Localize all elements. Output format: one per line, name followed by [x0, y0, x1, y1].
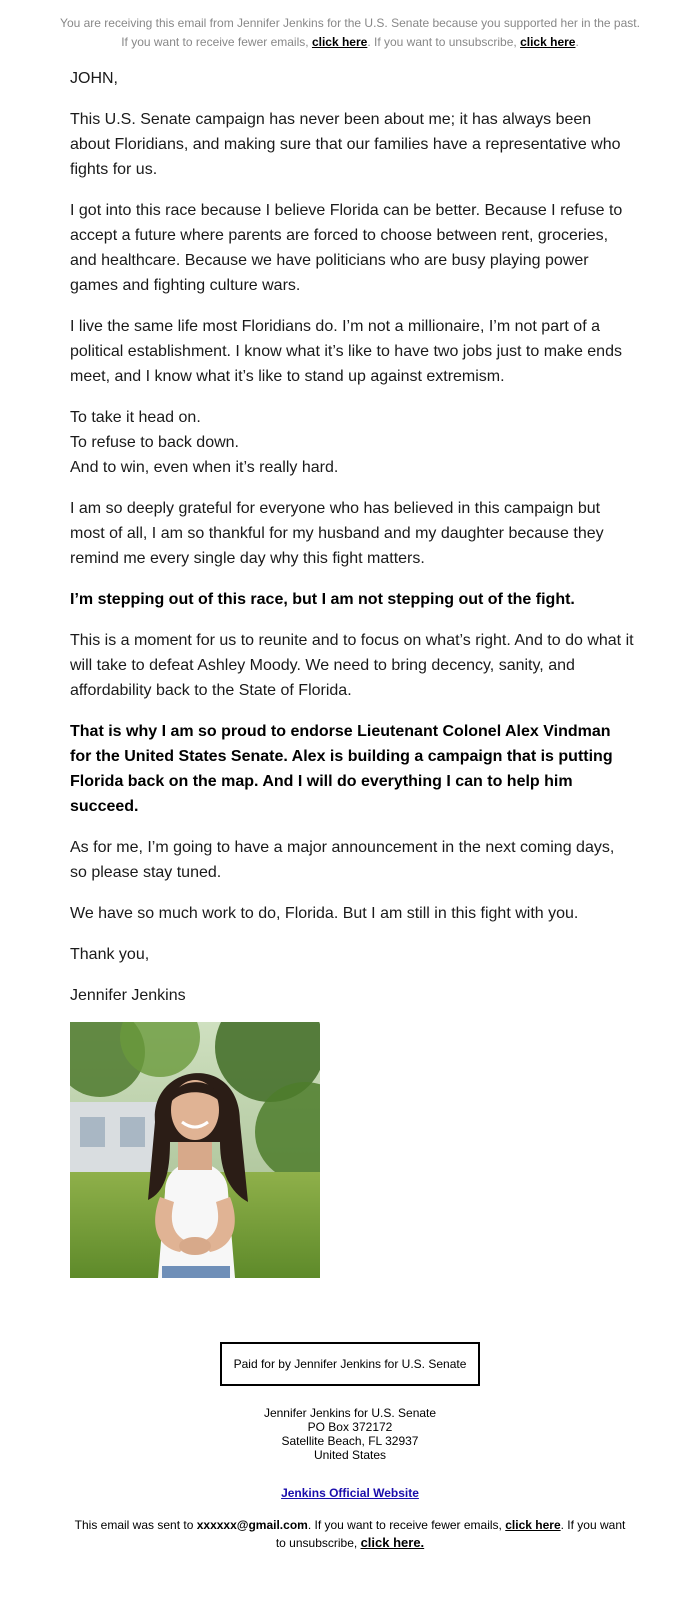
candidate-photo [70, 1022, 320, 1278]
address-line-2: PO Box 372172 [307, 1420, 393, 1434]
paragraph-announcement: As for me, I’m going to have a major announcement in the next coming days, so please stay tuned. [70, 839, 615, 881]
sent-to-notice [70, 1516, 630, 1552]
paragraph-moment: This is a moment for us to reunite and to focus on what’s right. And to do what it will take to defeat Ashley Moody. We need to bring decency, sanity, and affordability back to the State of Florida. [70, 632, 634, 699]
sent-unsubscribe-text: . If you want to unsubscribe, [275, 1518, 626, 1550]
preheader-line-1: You are receiving this email from Jennifer Jenkins for the U.S. Senate because you supported her in the past. [60, 16, 640, 30]
recipient-email: xxxxxx@gmail.com [196, 1518, 308, 1532]
preheader-fewer-text: If you want to receive fewer emails, [121, 35, 309, 49]
preheader-period: . [575, 35, 579, 49]
paragraph-campaign: This U.S. Senate campaign has never been about me; it has always been about Floridians, and making sure that our families have a representative who fights for us. [70, 111, 621, 178]
paragraph-stepping-out: I’m stepping out of this race, but I am not stepping out of the fight. [70, 591, 575, 608]
official-website-link[interactable]: Jenkins Official Website [281, 1486, 419, 1500]
paid-for-box: Paid for by Jennifer Jenkins for U.S. Senate [220, 1342, 481, 1386]
preheader-fewer-emails-link[interactable]: click here [311, 35, 368, 49]
footer-unsubscribe-link[interactable]: click here. [360, 1535, 425, 1550]
paragraph-grateful: I am so deeply grateful for everyone who has believed in this campaign but most of all, I am so thankful for my husband and my daughter because they remind me every single day why this fight matters. [70, 500, 604, 567]
mailing-address [0, 1406, 700, 1462]
resolve-line-2: To refuse to back down. [70, 434, 239, 451]
preheader [0, 0, 700, 52]
signature: Jennifer Jenkins [70, 987, 186, 1004]
greeting: JOHN, [70, 70, 118, 87]
footer-fewer-emails-link[interactable]: click here [505, 1518, 561, 1532]
resolve-line-1: To take it head on. [70, 409, 201, 426]
closing: Thank you, [70, 946, 150, 963]
address-line-1: Jennifer Jenkins for U.S. Senate [263, 1406, 437, 1420]
preheader-unsubscribe-link[interactable]: click here [520, 35, 576, 49]
paragraph-endorsement: That is why I am so proud to endorse Lieutenant Colonel Alex Vindman for the United States Senate. Alex is building a campaign that is putting Florida back on the map. And I will do everything I can to help him succeed. [70, 723, 613, 815]
website-row [0, 1486, 700, 1500]
address-line-4: United States [313, 1448, 387, 1462]
preheader-line-2 [0, 33, 700, 52]
sent-prefix: This email was sent to [74, 1518, 194, 1532]
paragraph-life: I live the same life most Floridians do. I’m not a millionaire, I’m not part of a political establishment. I know what it’s like to have two jobs just to make ends meet, and I know what it’s like to stand up against extremism. [70, 318, 622, 385]
address-line-3: Satellite Beach, FL 32937 [281, 1434, 419, 1448]
letter-body [70, 66, 635, 1278]
paragraph-resolve [70, 405, 635, 480]
paragraph-work: We have so much work to do, Florida. But I am still in this fight with you. [70, 905, 579, 922]
candidate-photo-illustration [70, 1022, 320, 1278]
paragraph-race: I got into this race because I believe Florida can be better. Because I refuse to accept a future where parents are forced to choose between rent, groceries, and healthcare. Because we have politicians who are busy playing power games and fighting culture wars. [70, 202, 623, 294]
footer [0, 1278, 700, 1552]
preheader-unsubscribe-text: . If you want to unsubscribe, [367, 35, 517, 49]
sent-fewer-text: . If you want to receive fewer emails, [307, 1518, 502, 1532]
resolve-line-3: And to win, even when it’s really hard. [70, 459, 339, 476]
